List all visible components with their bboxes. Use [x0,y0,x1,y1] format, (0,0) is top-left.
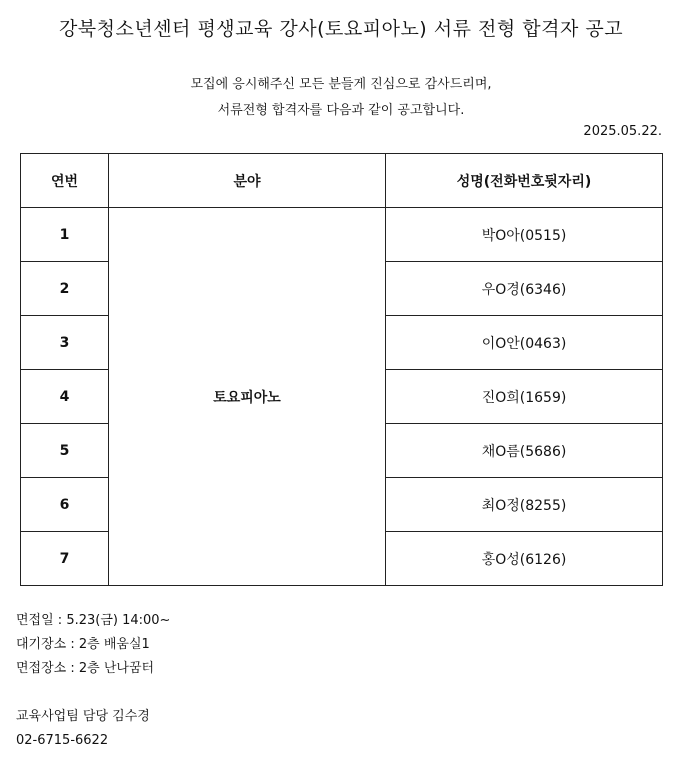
header-name: 성명(전화번호뒷자리) [386,154,663,208]
row-name: 홍O성(6126) [386,532,663,586]
footer-info [16,609,170,753]
intro-line-2: 서류전형 합격자를 다음과 같이 공고합니다. [217,103,465,118]
row-no: 7 [21,532,109,586]
row-name: 박O아(0515) [386,208,663,262]
table-row [21,208,663,262]
intro-text [0,72,682,124]
row-name: 채O름(5686) [386,424,663,478]
row-no: 1 [21,208,109,262]
row-no: 5 [21,424,109,478]
row-name: 우O경(6346) [386,262,663,316]
row-name: 최O정(8255) [386,478,663,532]
intro-line-1: 모집에 응시해주신 모든 분들게 진심으로 감사드리며, [190,77,492,92]
table-header-row [21,154,663,208]
field-cell: 토요피아노 [109,208,386,586]
contact-team: 교육사업팀 담당 김수경 [16,709,150,724]
row-no: 6 [21,478,109,532]
waiting-place: 대기장소 : 2층 배움실1 [16,637,150,652]
interview-place: 면접장소 : 2층 난나꿈터 [16,661,155,676]
announcement-date: 2025.05.22. [583,124,662,139]
row-name: 진O희(1659) [386,370,663,424]
header-field: 분야 [109,154,386,208]
row-no: 4 [21,370,109,424]
page-title: 강북청소년센터 평생교육 강사(토요피아노) 서류 전형 합격자 공고 [58,18,624,40]
header-no: 연번 [21,154,109,208]
row-name: 이O안(0463) [386,316,663,370]
row-no: 2 [21,262,109,316]
interview-date: 면접일 : 5.23(금) 14:00~ [16,613,171,628]
result-table [20,153,663,586]
contact-phone: 02-6715-6622 [16,733,109,748]
row-no: 3 [21,316,109,370]
contact-info [16,705,170,753]
